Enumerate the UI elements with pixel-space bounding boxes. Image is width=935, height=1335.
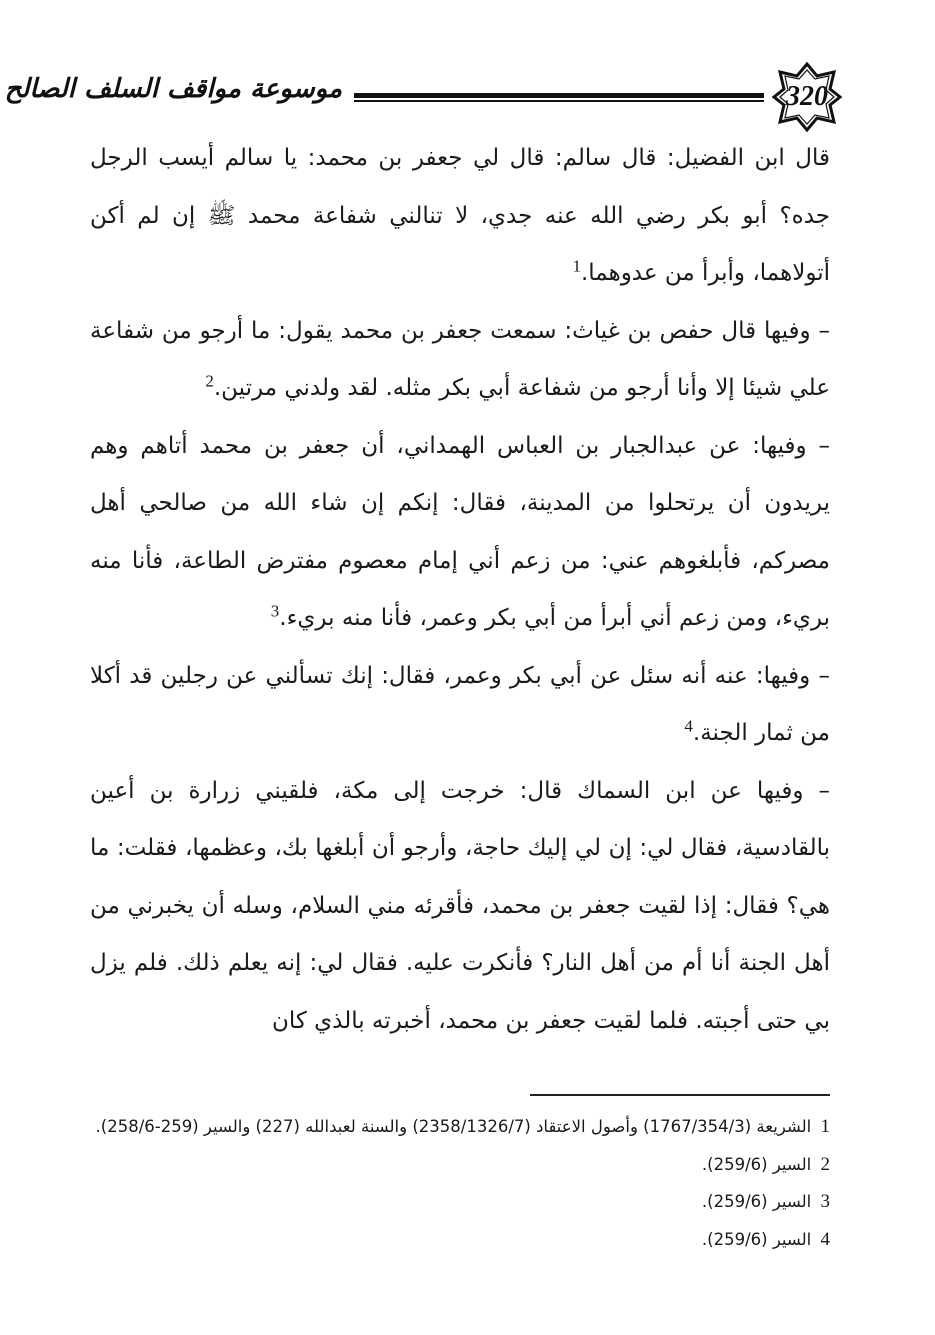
- footnote: [90, 1146, 830, 1184]
- footnote-number: 4: [820, 1228, 830, 1250]
- paragraph-text: – وفيها: عنه أنه سئل عن أبي بكر وعمر، فقال: إنك تسألني عن رجلين قد أكلا من ثمار الجنة.: [90, 662, 830, 746]
- footnote: [90, 1108, 830, 1146]
- page-number: 320: [786, 81, 828, 112]
- page-number-badge: [772, 62, 842, 132]
- footnote: [90, 1221, 830, 1259]
- footnote: [90, 1183, 830, 1221]
- footnotes: [90, 1108, 830, 1258]
- footnote-separator: [530, 1094, 830, 1096]
- paragraph: [90, 418, 830, 648]
- footnote-text: السير (259/6).: [701, 1192, 812, 1211]
- footnote-ref: 4: [684, 716, 693, 736]
- paragraph: [90, 303, 830, 418]
- paragraph-text: قال ابن الفضيل: قال سالم: قال لي جعفر بن محمد: يا سالم أيسب الرجل جده؟ أبو بكر رضي الله عنه جدي، لا تنالني شفاعة محمد ﷺ إن لم أكن أتولاهما، وأبرأ من عدوهما.: [90, 145, 830, 286]
- footnote-ref: 1: [572, 256, 581, 276]
- paragraph-text: – وفيها قال حفص بن غياث: سمعت جعفر بن محمد يقول: ما أرجو من شفاعة علي شيئا إلا وأنا أرجو من شفاعة أبي بكر مثله. لقد ولدني مرتين.: [90, 317, 830, 401]
- page-header: [4, 62, 842, 132]
- footnote-ref: 2: [205, 371, 214, 391]
- header-rule: [354, 93, 764, 102]
- footnote-ref: 3: [270, 601, 280, 621]
- footnote-text: السير (259/6).: [701, 1154, 812, 1174]
- footnote-text: الشريعة (1767/354/3) وأصول الاعتقاد (2358/1326/7) والسنة لعبدالله (227) والسير (259-258/6).: [95, 1117, 812, 1136]
- paragraph: [90, 763, 830, 1051]
- footnote-number: 3: [820, 1191, 830, 1212]
- paragraph: [90, 648, 830, 763]
- paragraph-text: – وفيها عن ابن السماك قال: خرجت إلى مكة، فلقيني زرارة بن أعين بالقادسية، فقال لي: إن لي إليك حاجة، وأرجو أن أبلغها بك، وعظمها، فقلت: ما هي؟ فقال: إذا لقيت جعفر بن محمد، فأقرئه مني السلام، وسله أن يخبرني من أهل الجنة أنا أم من أهل النار؟ فأنكرت عليه. فقال لي: إنه يعلم ذلك. فلم يزل بي حتى أجبته. فلما لقيت جعفر بن محمد، أخبرته بالذي كان: [90, 777, 830, 1034]
- paragraph-text: – وفيها: عن عبدالجبار بن العباس الهمداني، أن جعفر بن محمد أتاهم وهم يريدون أن يرتحلوا من المدينة، فقال: إنكم إن شاء الله من صالحي أهل مصركم، فأبلغوهم عني: من زعم أني إمام معصوم مفترض الطاعة، فأنا منه بريء، ومن زعم أني أبرأ من أبي بكر وعمر، فأنا منه بريء.: [90, 432, 830, 631]
- footnote-number: 1: [820, 1116, 830, 1137]
- book-title: موسوعة مواقف السلف الصالح: [4, 74, 342, 104]
- footnote-number: 2: [820, 1153, 830, 1175]
- footnote-text: السير (259/6).: [701, 1229, 812, 1249]
- main-text: [90, 130, 830, 1050]
- paragraph: [90, 130, 830, 303]
